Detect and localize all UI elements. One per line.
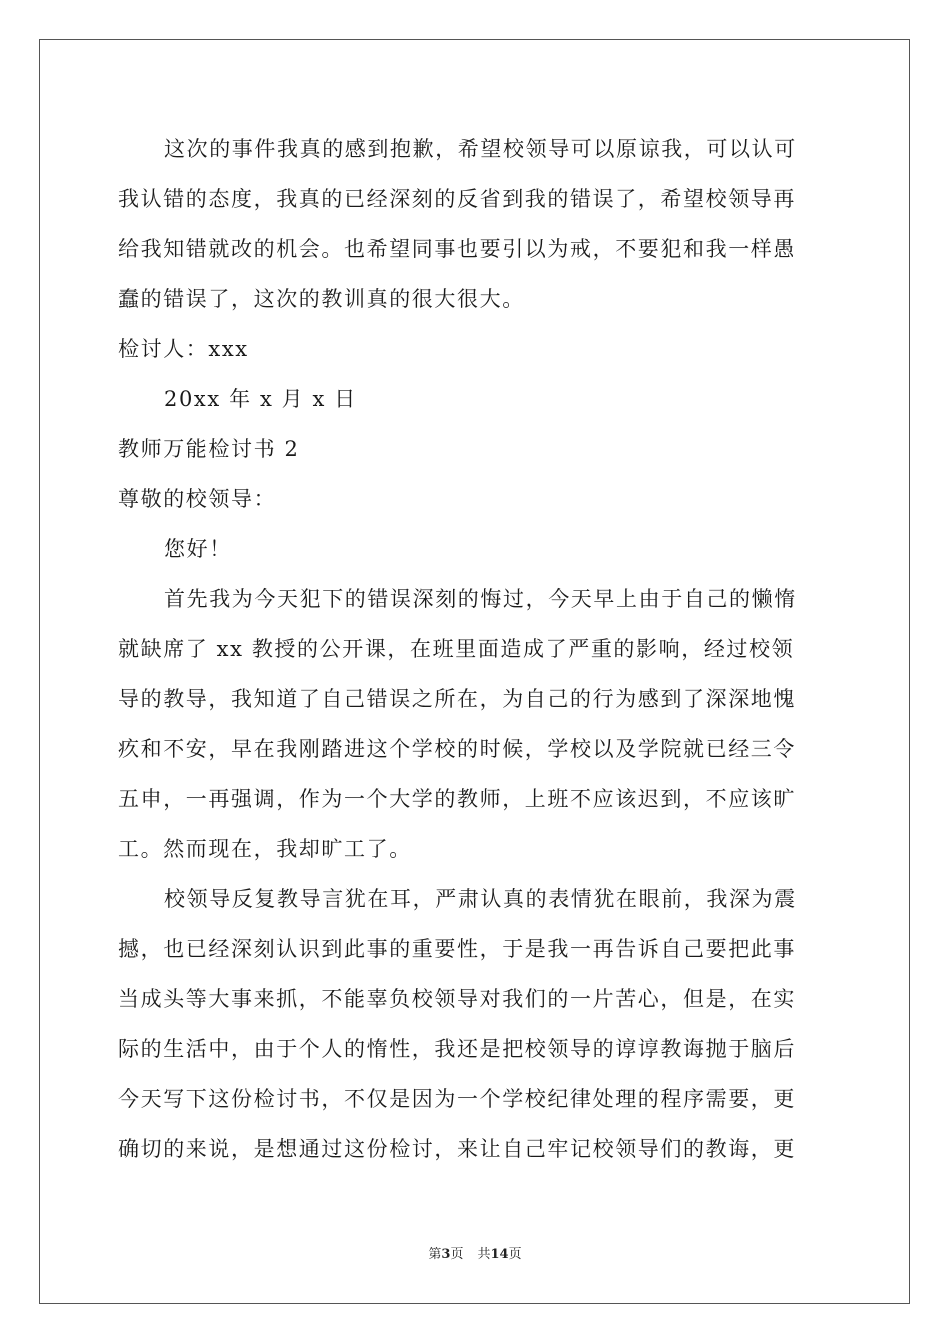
- document-body: [118, 124, 834, 1174]
- page-footer: [0, 1243, 950, 1262]
- signer-line: 检讨人：xxx: [118, 337, 249, 361]
- text-line: 这次的事件我真的感到抱歉，希望校领导可以原谅我，可以认可: [164, 137, 797, 161]
- text-line: 今天写下这份检讨书，不仅是因为一个学校纪律处理的程序需要，更: [118, 1087, 796, 1111]
- total-suffix: 页: [508, 1247, 522, 1262]
- text-line: 导的教导，我知道了自己错误之所在，为自己的行为感到了深深地愧: [118, 687, 796, 711]
- text-line: 我认错的态度，我真的已经深刻的反省到我的错误了，希望校领导再: [118, 187, 796, 211]
- greeting: 您好！: [164, 537, 232, 561]
- text-line: 疚和不安，早在我刚踏进这个学校的时候，学校以及学院就已经三令: [118, 737, 796, 761]
- text-line: 就缺席了 xx 教授的公开课，在班里面造成了严重的影响，经过校领: [118, 637, 795, 661]
- text-line: 蠢的错误了，这次的教训真的很大很大。: [118, 287, 525, 311]
- text-line: 确切的来说，是想通过这份检讨，来让自己牢记校领导们的教诲，更: [118, 1137, 796, 1161]
- text-line: 当成头等大事来抓，不能辜负校领导对我们的一片苦心，但是，在实: [118, 987, 796, 1011]
- total-prefix: 共: [477, 1247, 491, 1262]
- text-line: 撼，也已经深刻认识到此事的重要性，于是我一再告诉自己要把此事: [118, 937, 796, 961]
- text-line: 际的生活中，由于个人的惰性，我还是把校领导的谆谆教诲抛于脑后: [118, 1037, 796, 1061]
- page-prefix: 第: [428, 1247, 442, 1262]
- total-pages: 14: [490, 1247, 509, 1262]
- page-suffix: 页: [450, 1247, 464, 1262]
- text-line: 五申，一再强调，作为一个大学的教师，上班不应该迟到，不应该旷: [118, 787, 796, 811]
- date-line: 20xx 年 x 月 x 日: [164, 387, 357, 411]
- text-line: 给我知错就改的机会。也希望同事也要引以为戒，不要犯和我一样愚: [118, 237, 796, 261]
- section-title: 教师万能检讨书 2: [118, 437, 300, 461]
- page-number: 3: [441, 1247, 451, 1262]
- salutation: 尊敬的校领导：: [118, 487, 277, 511]
- text-line: 首先我为今天犯下的错误深刻的悔过，今天早上由于自己的懒惰: [164, 587, 797, 611]
- text-line: 校领导反复教导言犹在耳，严肃认真的表情犹在眼前，我深为震: [164, 887, 797, 911]
- text-line: 工。然而现在，我却旷工了。: [118, 837, 412, 861]
